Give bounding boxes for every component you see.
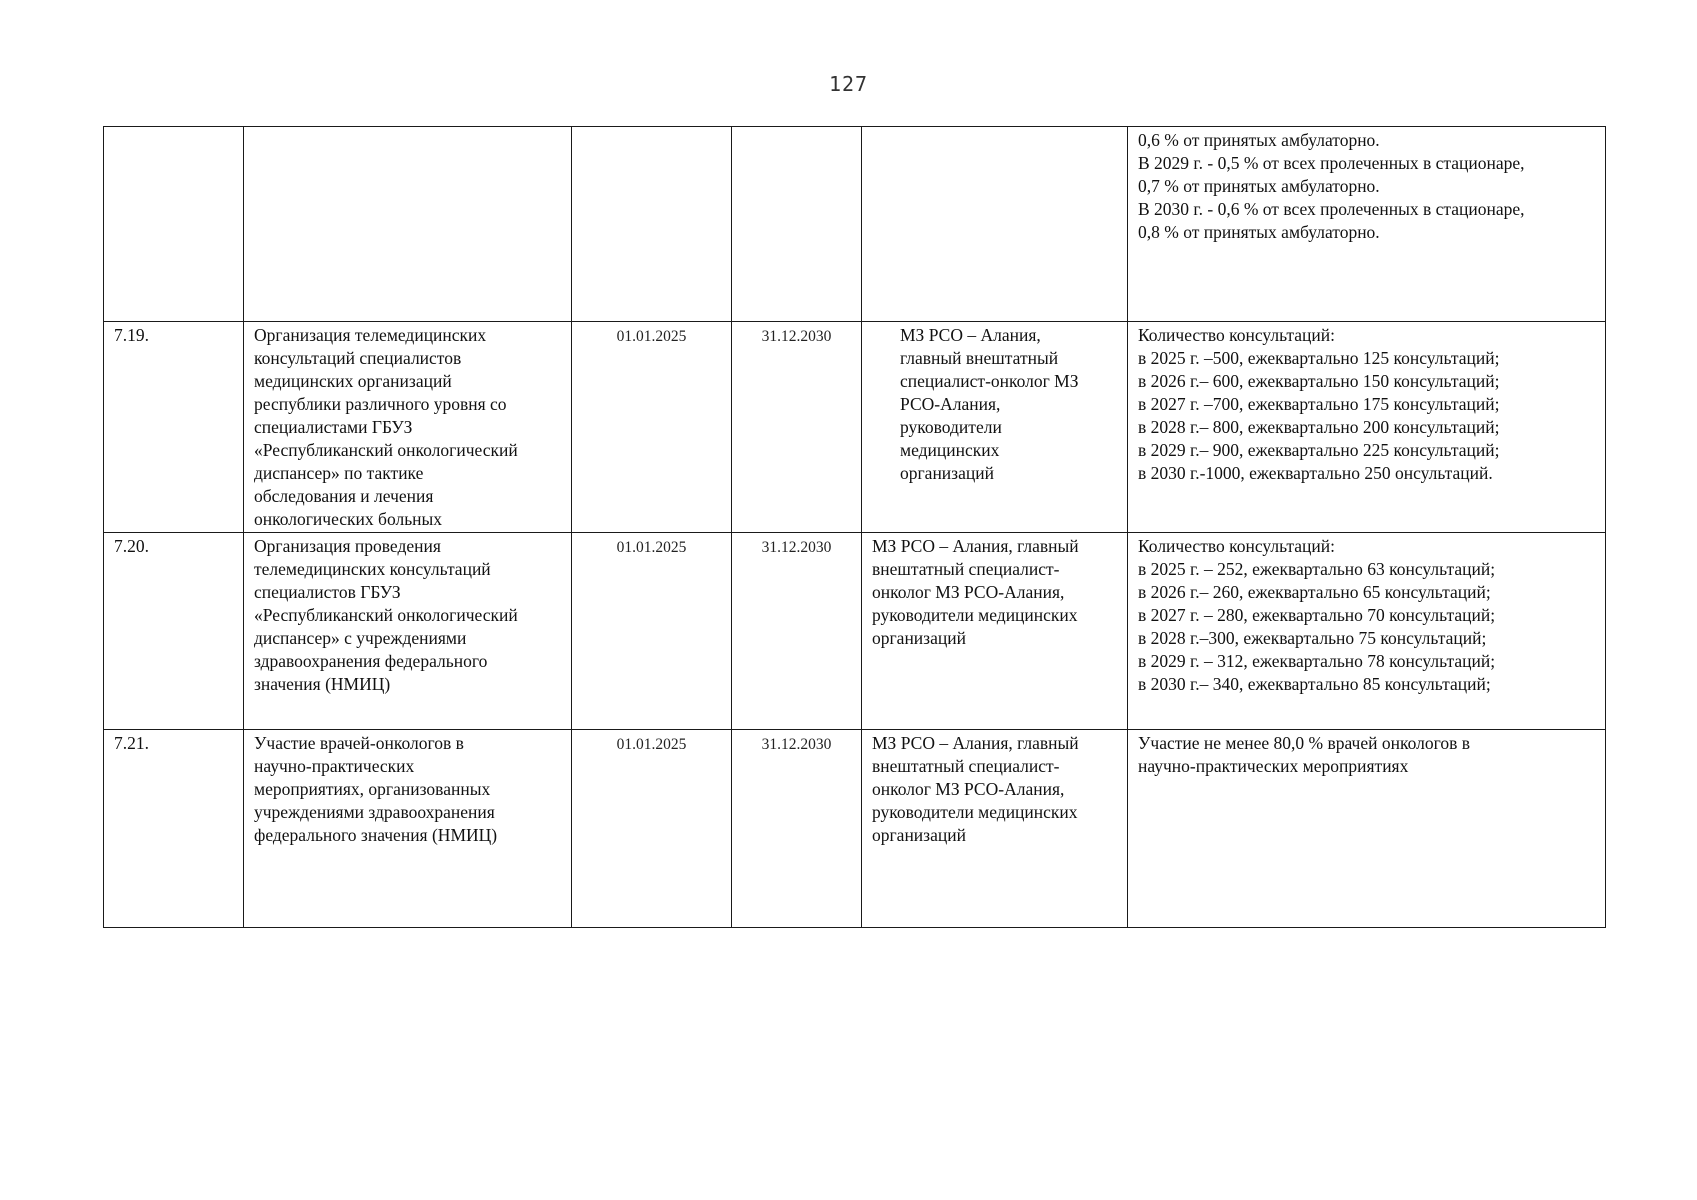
start-date-cell: 01.01.2025: [572, 533, 732, 730]
activity-cell: Организация телемедицинских консультаций специалистов медицинских организаций республики различного уровня со специалистами ГБУЗ «Республиканский онкологический диспансер» по тактике обследования и лечения онкологических больных: [244, 322, 572, 533]
end-date-cell: 31.12.2030: [732, 533, 862, 730]
table-row: [104, 127, 1606, 322]
responsible-cell: [862, 127, 1128, 322]
responsible-cell: МЗ РСО – Алания, главный внештатный специалист- онколог МЗ РСО-Алания, руководители медицинских организаций: [862, 730, 1128, 928]
responsible-cell: МЗ РСО – Алания, главный внештатный специалист-онколог МЗ РСО-Алания, руководители медицинских организаций: [862, 322, 1128, 533]
table-row: [104, 322, 1606, 533]
row-number-cell: 7.20.: [104, 533, 244, 730]
page-number: 127: [828, 72, 869, 96]
table-row: [104, 533, 1606, 730]
end-date-cell: 31.12.2030: [732, 730, 862, 928]
start-date-cell: [572, 127, 732, 322]
end-date-cell: [732, 127, 862, 322]
result-cell: Количество консультаций: в 2025 г. – 252, ежеквартально 63 консультаций; в 2026 г.– 260, ежеквартально 65 консультаций; в 2027 г. – 280, ежеквартально 70 консультаций; в 2028 г.–300, ежеквартально 75 консультаций; в 2029 г. – 312, ежеквартально 78 консультаций; в 2030 г.– 340, ежеквартально 85 консультаций;: [1128, 533, 1606, 730]
result-cell: 0,6 % от принятых амбулаторно. В 2029 г. - 0,5 % от всех пролеченных в стационаре, 0,7 % от принятых амбулаторно. В 2030 г. - 0,6 % от всех пролеченных в стационаре, 0,8 % от принятых амбулаторно.: [1128, 127, 1606, 322]
activity-cell: Организация проведения телемедицинских консультаций специалистов ГБУЗ «Республиканский онкологический диспансер» с учреждениями здравоохранения федерального значения (НМИЦ): [244, 533, 572, 730]
result-cell: Участие не менее 80,0 % врачей онкологов в научно-практических мероприятиях: [1128, 730, 1606, 928]
responsible-cell: МЗ РСО – Алания, главный внештатный специалист- онколог МЗ РСО-Алания, руководители медицинских организаций: [862, 533, 1128, 730]
end-date-cell: 31.12.2030: [732, 322, 862, 533]
activity-cell: [244, 127, 572, 322]
row-number-cell: [104, 127, 244, 322]
table-row: [104, 730, 1606, 928]
start-date-cell: 01.01.2025: [572, 730, 732, 928]
row-number-cell: 7.21.: [104, 730, 244, 928]
plan-table: [103, 126, 1606, 928]
activity-cell: Участие врачей-онкологов в научно-практических мероприятиях, организованных учреждениями здравоохранения федерального значения (НМИЦ): [244, 730, 572, 928]
result-cell: Количество консультаций: в 2025 г. –500, ежеквартально 125 консультаций; в 2026 г.– 600, ежеквартально 150 консультаций; в 2027 г. –700, ежеквартально 175 консультаций; в 2028 г.– 800, ежеквартально 200 консультаций; в 2029 г.– 900, ежеквартально 225 консультаций; в 2030 г.-1000, ежеквартально 250 онсультаций.: [1128, 322, 1606, 533]
start-date-cell: 01.01.2025: [572, 322, 732, 533]
row-number-cell: 7.19.: [104, 322, 244, 533]
